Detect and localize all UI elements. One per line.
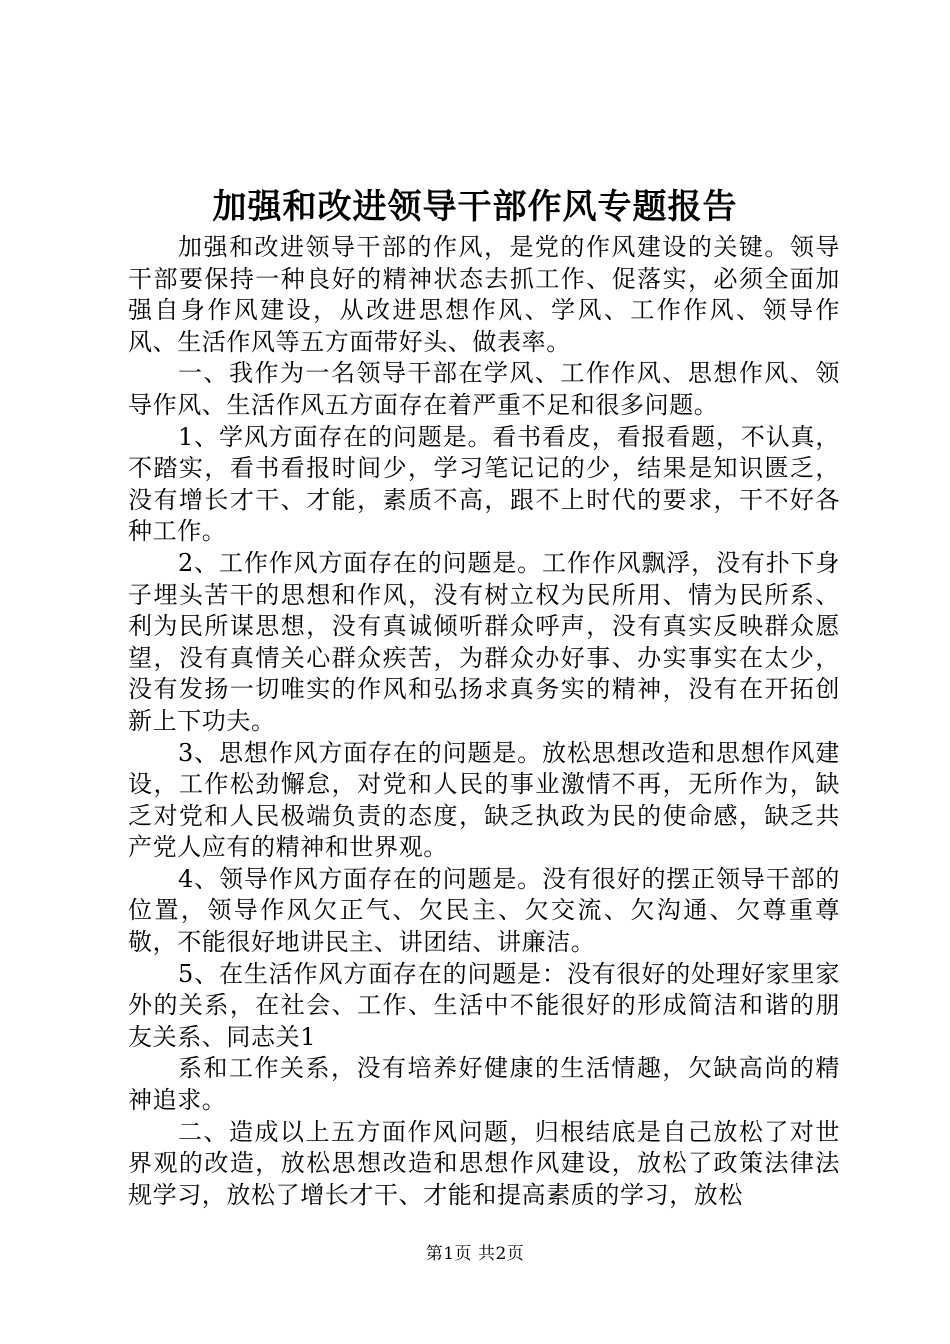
paragraph-item-4: 4、领导作风方面存在的问题是。没有很好的摆正领导干部的位置，领导作风欠正气、欠民主、欠交流、欠沟通、欠尊重尊敬，不能很好地讲民主、讲团结、讲廉洁。	[128, 864, 840, 957]
paragraph-item-2: 2、工作作风方面存在的问题是。工作作风飘浮，没有扑下身子埋头苦干的思想和作风，没有树立权为民所用、情为民所系、利为民所谋思想，没有真诚倾听群众呼声，没有真实反映群众愿望，没有真情关心群众疾苦，为群众办好事、办实事实在太少，没有发扬一切唯实的作风和弘扬求真务实的精神，没有在开拓创新上下功夫。	[128, 548, 840, 735]
paragraph-section-one: 一、我作为一名领导干部在学风、工作作风、思想作风、领导作风、生活作风五方面存在着严重不足和很多问题。	[128, 359, 840, 419]
paragraph-item-1: 1、学风方面存在的问题是。看书看皮，看报看题，不认真，不踏实，看书看报时间少，学习笔记记的少，结果是知识匮乏，没有增长才干、才能，素质不高，跟不上时代的要求，干不好各种工作。	[128, 422, 840, 546]
document-title: 加强和改进领导干部作风专题报告	[212, 187, 738, 227]
paragraph-item-5: 5、在生活作风方面存在的问题是：没有很好的处理好家里家外的关系，在社会、工作、生活中不能很好的形成简洁和谐的朋友关系、同志关1	[128, 959, 840, 1051]
page-number-footer: 第1页 共2页	[425, 1244, 525, 1264]
paragraph-intro: 加强和改进领导干部的作风，是党的作风建设的关键。领导干部要保持一种良好的精神状态去抓工作、促落实，必须全面加强自身作风建设，从改进思想作风、学风、工作作风、领导作风、生活作风等五方面带好头、做表率。	[128, 233, 840, 356]
paragraph-item-3: 3、思想作风方面存在的问题是。放松思想改造和思想作风建设，工作松劲懈怠，对党和人民的事业激情不再，无所作为，缺乏对党和人民极端负责的态度，缺乏执政为民的使命感，缺乏共产党人应有的精神和世界观。	[128, 738, 840, 862]
document-body	[128, 232, 840, 1211]
paragraph-section-two: 二、造成以上五方面作风问题，归根结底是自己放松了对世界观的改造，放松思想改造和思想作风建设，放松了政策法律法规学习，放松了增长才干、才能和提高素质的学习，放松	[128, 1117, 840, 1209]
paragraph-item-5-continued: 系和工作关系，没有培养好健康的生活情趣，欠缺高尚的精神追求。	[128, 1054, 840, 1115]
